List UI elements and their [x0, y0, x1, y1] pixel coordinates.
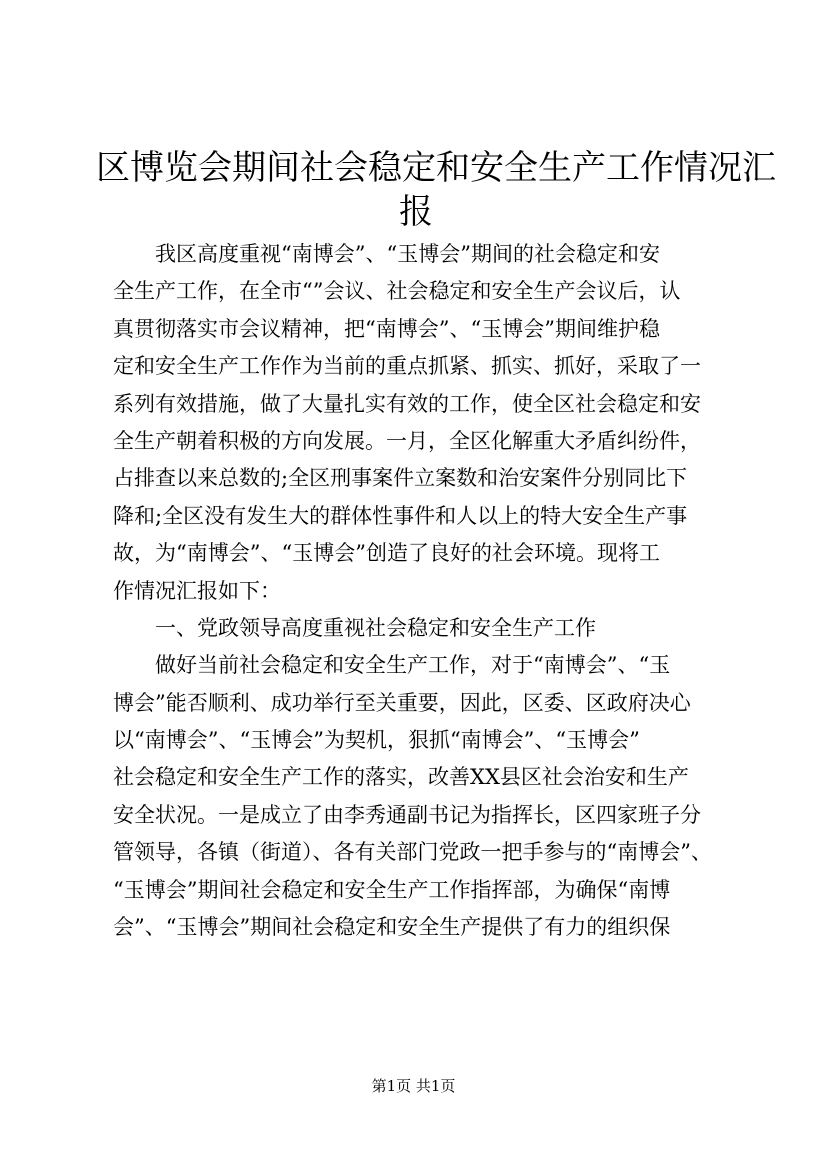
document-title [96, 146, 776, 234]
body-line: 以“南博会”、“玉博会”为契机，狠抓“南博会”、“玉博会” [113, 728, 640, 753]
body-line: “玉博会”期间社会稳定和安全生产工作指挥部，为确保“南博 [113, 877, 671, 902]
body-line: 系列有效措施，做了大量扎实有效的工作，使全区社会稳定和安 [113, 391, 701, 416]
title-line: 报 [399, 192, 433, 232]
body-line: 安全状况。一是成立了由李秀通副书记为指挥长，区四家班子分 [113, 802, 701, 827]
body-line: 真贯彻落实市会议精神，把“南博会”、“玉博会”期间维护稳 [113, 316, 660, 341]
body-line: 占排查以来总数的;全区刑事案件立案数和治安案件分别同比下 [113, 466, 688, 491]
body-line: 社会稳定和安全生产工作的落实，改善XX县区社会治安和生产 [113, 765, 689, 790]
title-line: 区博览会期间社会稳定和安全生产工作情况汇 [96, 148, 776, 188]
body-line: 会”、“玉博会”期间社会稳定和安全生产提供了有力的组织保 [113, 915, 671, 940]
body-line: 我区高度重视“南博会”、“玉博会”期间的社会稳定和安 [155, 242, 660, 266]
body-line: 博会”能否顺利、成功举行至关重要，因此，区委、区政府决心 [113, 690, 691, 715]
body-line: 降和;全区没有发生大的群体性事件和人以上的特大安全生产事 [113, 503, 688, 528]
body-line: 故，为“南博会”、“玉博会”创造了良好的社会环境。现将工 [113, 541, 660, 566]
page-footer: 第1页 共1页 [371, 1077, 456, 1095]
body-line: 定和安全生产工作作为当前的重点抓紧、抓实、抓好，采取了一 [113, 354, 701, 379]
document-body [113, 236, 723, 946]
body-line: 做好当前社会稳定和安全生产工作，对于“南博会”、“玉 [155, 653, 671, 678]
body-line: 全生产工作，在全市“”会议、社会稳定和安全生产会议后，认 [113, 279, 681, 304]
body-line: 作情况汇报如下： [113, 578, 281, 603]
body-line: 管领导，各镇（街道）、各有关部门党政一把手参与的“南博会”、 [113, 840, 712, 865]
body-line: 全生产朝着积极的方向发展。一月，全区化解重大矛盾纠纷件， [113, 428, 701, 453]
body-line: 一、党政领导高度重视社会稳定和安全生产工作 [155, 615, 596, 640]
